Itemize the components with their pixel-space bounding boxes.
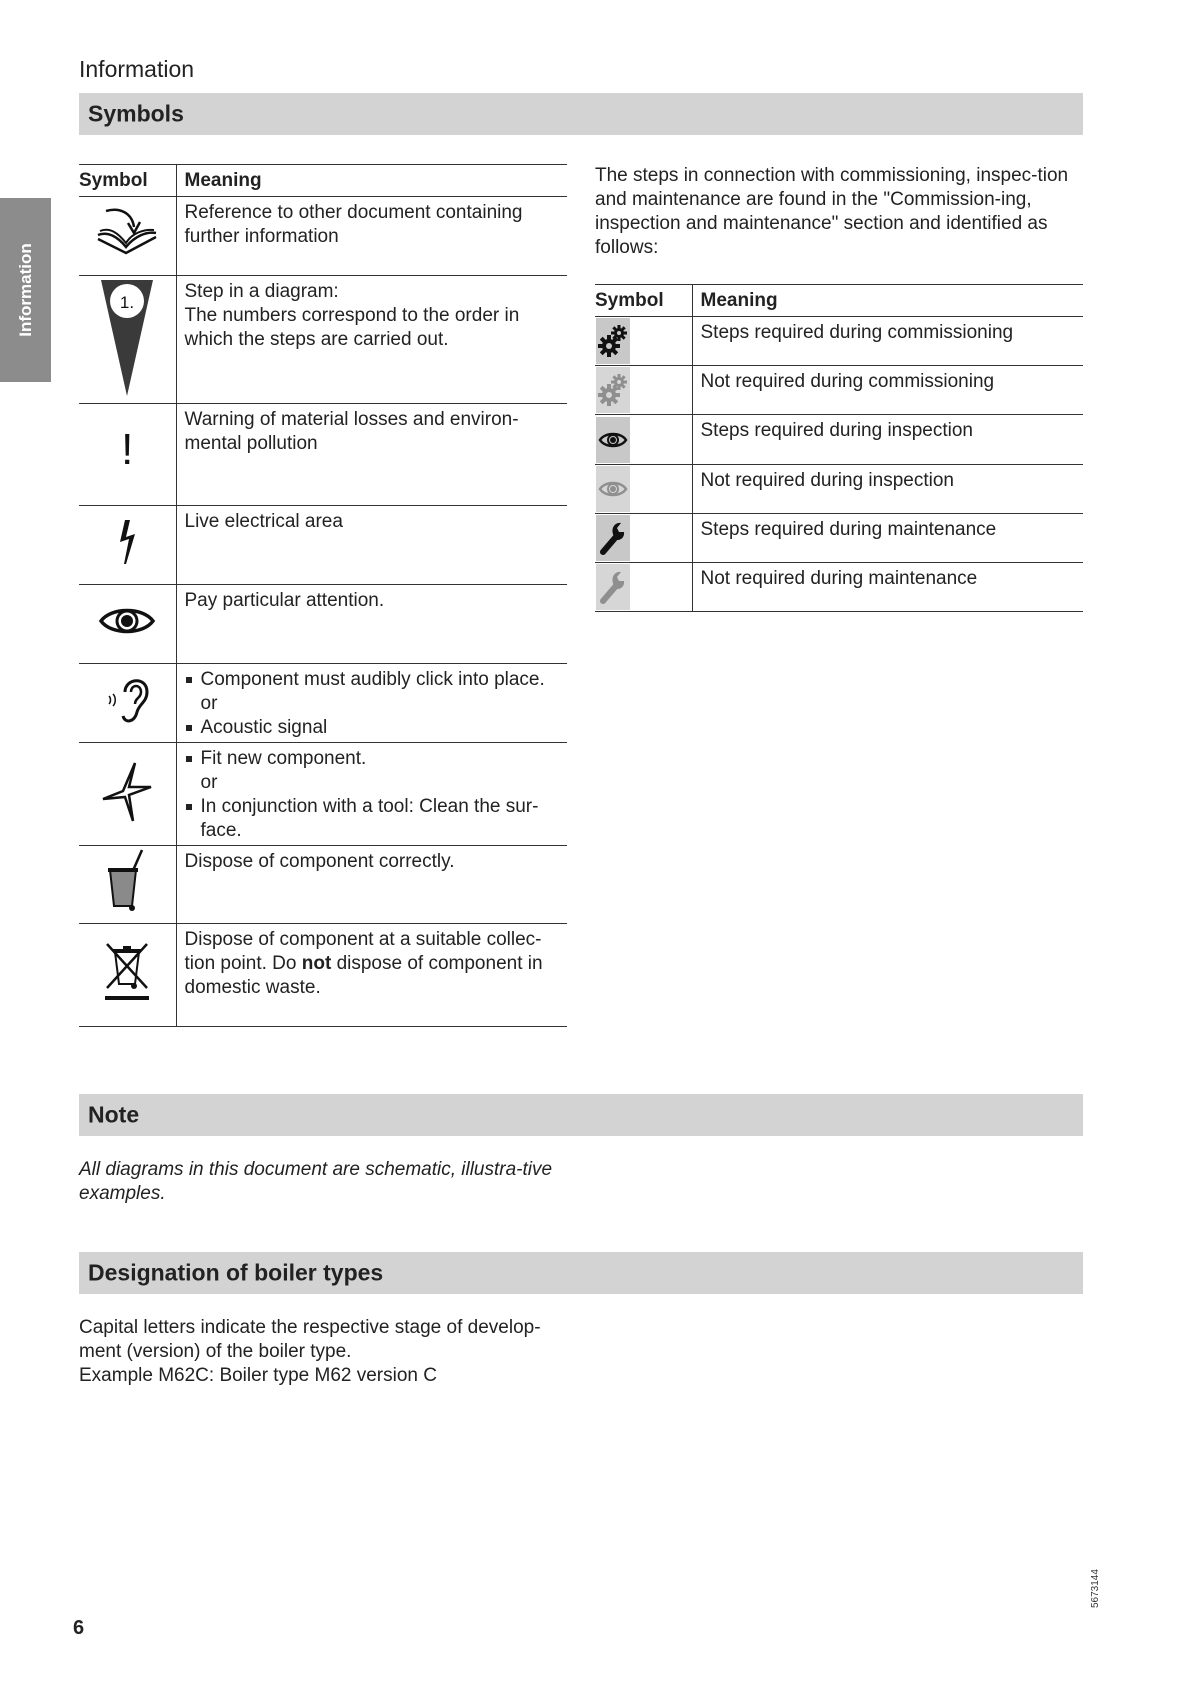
section-title: Designation of boiler types bbox=[88, 1259, 384, 1286]
side-tab-label: Information bbox=[15, 243, 35, 337]
star-spark-icon bbox=[79, 743, 176, 846]
boiler-text bbox=[79, 1316, 579, 1388]
row-meaning-text: Dispose of component at a suitable collec-tion point. Do bbox=[184, 929, 542, 974]
row-meaning: Reference to other document containing further information bbox=[176, 197, 567, 276]
row-meaning: Live electrical area bbox=[176, 506, 567, 585]
eye-icon bbox=[79, 585, 176, 664]
row-meaning bbox=[176, 664, 567, 743]
row-meaning: Not required during maintenance bbox=[692, 563, 1083, 612]
row-meaning: Steps required during inspection bbox=[692, 415, 1083, 465]
wrench-icon bbox=[596, 564, 630, 610]
table-row bbox=[79, 743, 567, 846]
bullet-item: Component must audibly click into place. bbox=[185, 668, 560, 692]
row-meaning-text: dispose of component in domestic waste. bbox=[184, 953, 543, 998]
table-row bbox=[595, 366, 1083, 415]
exclamation-glyph: ! bbox=[121, 425, 134, 474]
boiler-text-line: Example M62C: Boiler type M62 version C bbox=[79, 1365, 437, 1386]
eye-icon bbox=[596, 466, 630, 512]
row-meaning bbox=[176, 924, 567, 1027]
bullet-item: Fit new component. bbox=[185, 747, 560, 771]
row-meaning: Warning of material losses and environ-mental pollution bbox=[176, 404, 567, 506]
note-text: All diagrams in this document are schematic, illustra-tive examples. bbox=[79, 1159, 553, 1204]
symbols-section-bar bbox=[79, 93, 1083, 135]
row-meaning: Steps required during maintenance bbox=[692, 514, 1083, 563]
table-row bbox=[79, 276, 567, 404]
page-number: 6 bbox=[73, 1617, 85, 1639]
ear-icon bbox=[79, 664, 176, 743]
table-row bbox=[595, 415, 1083, 465]
running-header: Information bbox=[79, 56, 195, 82]
bullet-item: Acoustic signal bbox=[185, 716, 560, 740]
table-row bbox=[595, 514, 1083, 563]
wrench-icon bbox=[596, 515, 630, 561]
section-title: Note bbox=[88, 1101, 140, 1128]
row-meaning-bold: not bbox=[301, 953, 332, 974]
table-row bbox=[595, 465, 1083, 514]
bullet-or: or bbox=[200, 772, 218, 793]
right-intro-paragraph: The steps in connection with commissioning, inspec-tion and maintenance are found in the "Commission-ing, inspection and maintenance" section and identified as follows: bbox=[595, 165, 1069, 258]
symbols-table-right bbox=[595, 284, 1083, 612]
table-row bbox=[79, 404, 567, 506]
row-meaning bbox=[176, 743, 567, 846]
crossed-bin-icon bbox=[79, 924, 176, 1027]
column-header-meaning: Meaning bbox=[176, 165, 567, 197]
waste-bin-icon bbox=[79, 846, 176, 924]
step-number: 1. bbox=[120, 293, 135, 312]
table-row bbox=[79, 506, 567, 585]
bullet-or: or bbox=[200, 693, 218, 714]
row-meaning bbox=[176, 276, 567, 404]
table-row bbox=[79, 664, 567, 743]
step-marker-icon bbox=[79, 276, 176, 404]
document-number: 5673144 bbox=[1090, 1569, 1101, 1608]
table-row bbox=[79, 924, 567, 1027]
table-row bbox=[595, 563, 1083, 612]
row-meaning: Not required during inspection bbox=[692, 465, 1083, 514]
column-header-symbol: Symbol bbox=[79, 165, 176, 197]
bullet-item: In conjunction with a tool: Clean the sur-face. bbox=[185, 795, 560, 843]
lightning-icon bbox=[79, 506, 176, 585]
gears-icon bbox=[596, 318, 630, 364]
row-meaning: Not required during commissioning bbox=[692, 366, 1083, 415]
table-row bbox=[595, 317, 1083, 366]
column-header-meaning: Meaning bbox=[692, 285, 1083, 317]
note-section-bar bbox=[79, 1094, 1083, 1136]
side-tab bbox=[0, 198, 51, 382]
gears-icon bbox=[596, 367, 630, 413]
column-header-symbol: Symbol bbox=[595, 285, 692, 317]
row-meaning-line: The numbers correspond to the order in which the steps are carried out. bbox=[184, 305, 520, 350]
row-meaning: Pay particular attention. bbox=[176, 585, 567, 664]
row-meaning: Dispose of component correctly. bbox=[176, 846, 567, 924]
table-header-row bbox=[79, 165, 567, 197]
boiler-text-line: Capital letters indicate the respective stage of develop-ment (version) of the boiler type. bbox=[79, 1317, 541, 1362]
row-meaning: Steps required during commissioning bbox=[692, 317, 1083, 366]
section-title: Symbols bbox=[88, 100, 184, 127]
row-meaning-line: Step in a diagram: bbox=[184, 281, 339, 302]
table-row bbox=[79, 197, 567, 276]
table-row bbox=[79, 846, 567, 924]
symbols-table-left bbox=[79, 164, 567, 1027]
boiler-section-bar bbox=[79, 1252, 1083, 1294]
exclamation-icon bbox=[79, 404, 176, 506]
table-row bbox=[79, 585, 567, 664]
table-header-row bbox=[595, 285, 1083, 317]
reference-book-icon bbox=[79, 197, 176, 276]
eye-icon bbox=[596, 417, 630, 463]
